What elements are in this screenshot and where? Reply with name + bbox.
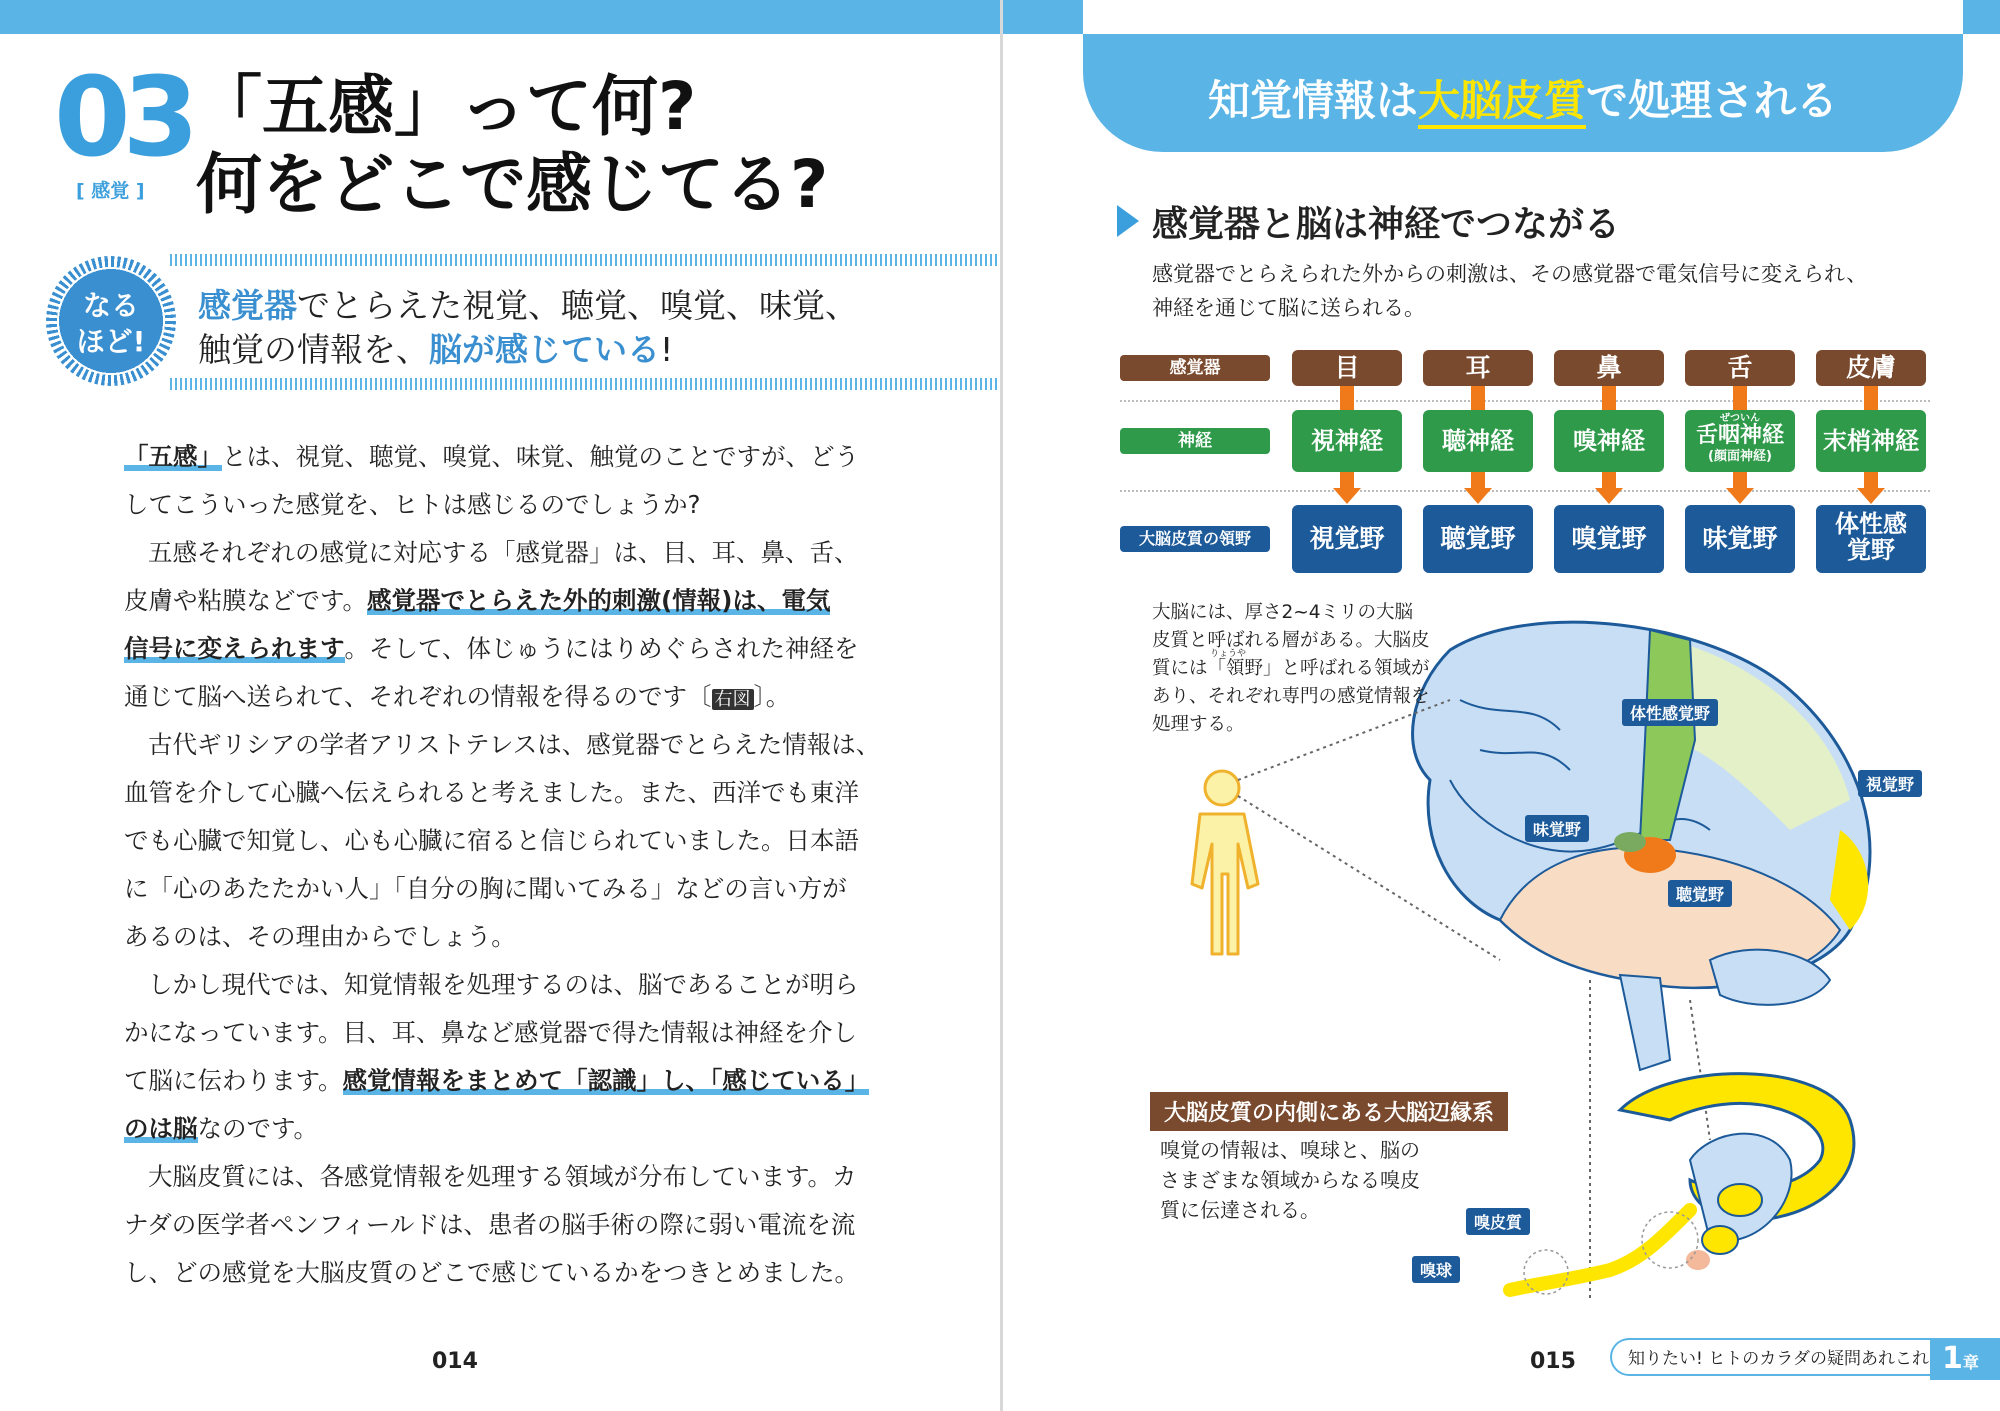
label-olfactory-bulb: 嗅球 <box>1412 1256 1460 1283</box>
body-text-span: 皮膚や粘膜などです。 <box>124 586 368 615</box>
body-line <box>124 678 790 713</box>
footer-chapter-num: 1 <box>1942 1341 1963 1376</box>
left-top-bar <box>0 0 1000 34</box>
human-figure-icon <box>1192 771 1258 954</box>
lead-bottom-stripe <box>170 378 1000 390</box>
right-top-bar-left <box>1003 0 1083 34</box>
body-text-span: とは、視覚、聴覚、嗅覚、味覚、触覚のことですが、どう <box>222 442 859 471</box>
body-text-span: 。そして、体じゅうにはりめぐらされた神経を <box>344 634 859 663</box>
arrow-connector <box>1864 472 1878 488</box>
body-line: あるのは、その理由からでしょう。 <box>124 922 516 951</box>
body-line: でも心臓で知覚し、心も心臓に宿ると信じられていました。日本語 <box>124 826 859 855</box>
brain-note-line: 大脳には、厚さ2~4ミリの大脳 <box>1152 602 1414 623</box>
arrow-connector <box>1602 386 1616 410</box>
brain-note-line: あり、それぞれ専門の感覚情報を <box>1152 686 1430 707</box>
arrow-down-icon <box>1595 488 1623 504</box>
arrow-connector <box>1733 472 1747 488</box>
label-auditory: 聴覚野 <box>1668 880 1732 907</box>
arrow-connector <box>1864 386 1878 410</box>
area-visual: 視覚野 <box>1292 505 1402 573</box>
body-line: 大脳皮質には、各感覚情報を処理する領域が分布しています。カ <box>148 1162 857 1191</box>
lead-line1-text: でとらえた視覚、聴覚、嗅覚、味覚、 <box>297 286 858 325</box>
body-line <box>124 630 859 665</box>
nerve-optic: 視神経 <box>1292 410 1402 472</box>
nerve-glossopharyngeal <box>1685 410 1795 472</box>
area-gustatory: 味覚野 <box>1685 505 1795 573</box>
limbic-system-icon <box>1510 1074 1854 1294</box>
brain-note-line: 質には「領野」と呼ばれる領域が <box>1152 658 1430 679</box>
organ-tongue: 舌 <box>1685 350 1795 386</box>
organ-skin: 皮膚 <box>1816 350 1926 386</box>
right-top-bar-right <box>1963 0 2000 34</box>
banner-text-post: で処理される <box>1586 76 1839 125</box>
label-olfactory-cortex: 嗅皮質 <box>1466 1208 1530 1235</box>
organ-ear: 耳 <box>1423 350 1533 386</box>
naruhodo-text1: なる <box>82 289 139 322</box>
body-text-span: 通じて脳へ送られて、それぞれの情報を得るのです〔 <box>124 682 712 711</box>
nerve-glossopharyngeal-label: 舌咽神経 <box>1695 423 1784 448</box>
naruhodo-badge <box>46 256 176 386</box>
body-line <box>124 1110 318 1145</box>
row-label-area: 大脳皮質の領野 <box>1120 526 1270 552</box>
nerve-peripheral: 末梢神経 <box>1816 410 1926 472</box>
body-text-span: て脳に伝わります。 <box>124 1066 343 1095</box>
organ-nose: 鼻 <box>1554 350 1664 386</box>
area-somatosensory: 体性感覚野 <box>1816 505 1926 573</box>
limbic-text-line: さまざまな領域からなる嗅皮 <box>1160 1168 1420 1192</box>
arrow-connector <box>1340 386 1354 410</box>
lead-line2 <box>198 324 673 371</box>
banner-text-pre: 知覚情報は <box>1207 76 1418 125</box>
nerve-facial-sub: (顔面神経) <box>1708 449 1772 464</box>
arrow-down-icon <box>1464 488 1492 504</box>
arrow-down-icon <box>1333 488 1361 504</box>
arrow-connector <box>1471 472 1485 488</box>
body-text-span: なのです。 <box>197 1114 319 1143</box>
arrow-down-icon <box>1857 488 1885 504</box>
organ-eye: 目 <box>1292 350 1402 386</box>
body-underline: 感覚情報をまとめて「認識」し、「感じている」 <box>342 1066 870 1095</box>
body-underline: のは脳 <box>124 1114 198 1143</box>
arrow-connector <box>1733 386 1747 410</box>
row-label-organ: 感覚器 <box>1120 355 1270 381</box>
label-somatosensory: 体性感覚野 <box>1622 699 1718 726</box>
label-gustatory: 味覚野 <box>1525 815 1589 842</box>
brain-icon <box>1413 622 1870 1070</box>
body-line: してこういった感覚を、ヒトは感じるのでしょうか? <box>124 490 701 519</box>
limbic-text-line: 嗅覚の情報は、嗅球と、脳の <box>1160 1138 1420 1162</box>
body-line <box>124 1062 869 1097</box>
brain-note-line: 処理する。 <box>1152 714 1245 735</box>
lead-keyword-brain: 脳が感じている <box>429 330 660 369</box>
body-line: に「心のあたたかい人」「自分の胸に聞いてみる」などの言い方が <box>124 874 847 903</box>
nerve-olfactory: 嗅神経 <box>1554 410 1664 472</box>
area-auditory: 聴覚野 <box>1423 505 1533 573</box>
body-line: 古代ギリシアの学者アリストテレスは、感覚器でとらえた情報は、 <box>148 730 881 759</box>
body-line: し、どの感覚を大脳皮質のどこで感じているかをつきとめました。 <box>124 1258 859 1287</box>
lead-top-stripe <box>170 254 1000 266</box>
arrow-down-icon <box>1726 488 1754 504</box>
brain-note-ruby: りょうや <box>1210 649 1247 659</box>
page-number-left: 014 <box>432 1349 478 1374</box>
section-text-line2: 神経を通じて脳に送られる。 <box>1152 296 1425 320</box>
footer-running-title: 知りたい! ヒトのカラダの疑問あれこれ <box>1610 1338 1932 1376</box>
body-line <box>124 582 830 617</box>
body-line: ナダの医学者ペンフィールドは、患者の脳手術の際に弱い電流を流 <box>124 1210 856 1239</box>
lead-keyword-sensor: 感覚器 <box>198 286 297 325</box>
footer-chapter-suffix: 章 <box>1962 1353 1979 1372</box>
area-olfactory: 嗅覚野 <box>1554 505 1664 573</box>
label-visual: 視覚野 <box>1858 770 1922 797</box>
body-line: しかし現代では、知覚情報を処理するのは、脳であることが明ら <box>148 970 859 999</box>
connector-line <box>1690 1000 1710 1140</box>
banner-title <box>1083 68 1963 128</box>
limbic-title: 大脳皮質の内側にある大脳辺縁系 <box>1150 1092 1508 1131</box>
page-number-right: 015 <box>1530 1349 1576 1374</box>
page-title-line1: 「五感」って何? <box>196 68 697 145</box>
lead-line1 <box>198 280 858 327</box>
lead-line2-text: 触覚の情報を、 <box>198 330 429 369</box>
figure-ref-badge: 右図 <box>712 689 754 710</box>
nerve-auditory: 聴神経 <box>1423 410 1533 472</box>
body-underline: 感覚器でとらえた外的刺激(情報)は、電気 <box>367 586 831 615</box>
arrow-connector <box>1340 472 1354 488</box>
limbic-text-line: 質に伝達される。 <box>1160 1198 1320 1222</box>
body-keyword: 「五感」 <box>124 442 222 471</box>
brain-note-line: 皮質と呼ばれる層がある。大脳皮 <box>1152 630 1430 651</box>
table-divider <box>1120 490 1930 492</box>
row-label-nerve: 神経 <box>1120 428 1270 454</box>
section-heading: 感覚器と脳は神経でつながる <box>1152 204 1621 245</box>
body-line: 血管を介して心臓へ伝えられると考えました。また、西洋でも東洋 <box>124 778 859 807</box>
arrow-connector <box>1602 472 1616 488</box>
table-divider <box>1120 400 1930 402</box>
nerve-ruby: ぜついん <box>1720 413 1760 424</box>
naruhodo-text2: ほど! <box>76 325 146 358</box>
banner-highlight: 大脳皮質 <box>1418 76 1586 129</box>
body-line <box>124 438 859 473</box>
body-line: 五感それぞれの感覚に対応する「感覚器」は、目、耳、鼻、舌、 <box>148 538 859 567</box>
chapter-tag: [ 感覚 ] <box>76 180 145 202</box>
body-underline: 信号に変えられます <box>124 634 345 663</box>
footer-chapter-badge <box>1930 1338 2000 1380</box>
arrow-connector <box>1471 386 1485 410</box>
triangle-bullet-icon <box>1117 205 1139 237</box>
body-line: かになっています。目、耳、鼻など感覚器で得た情報は神経を介し <box>124 1018 858 1047</box>
lead-line2-end: ! <box>660 330 674 369</box>
body-text-span: 〕。 <box>753 682 791 711</box>
page-title-line2: 何をどこで感じてる? <box>196 146 829 223</box>
section-text-line1: 感覚器でとらえられた外からの刺激は、その感覚器で電気信号に変えられ、 <box>1152 262 1868 286</box>
chapter-number: 03 <box>54 53 192 181</box>
section-banner <box>1083 34 1963 152</box>
